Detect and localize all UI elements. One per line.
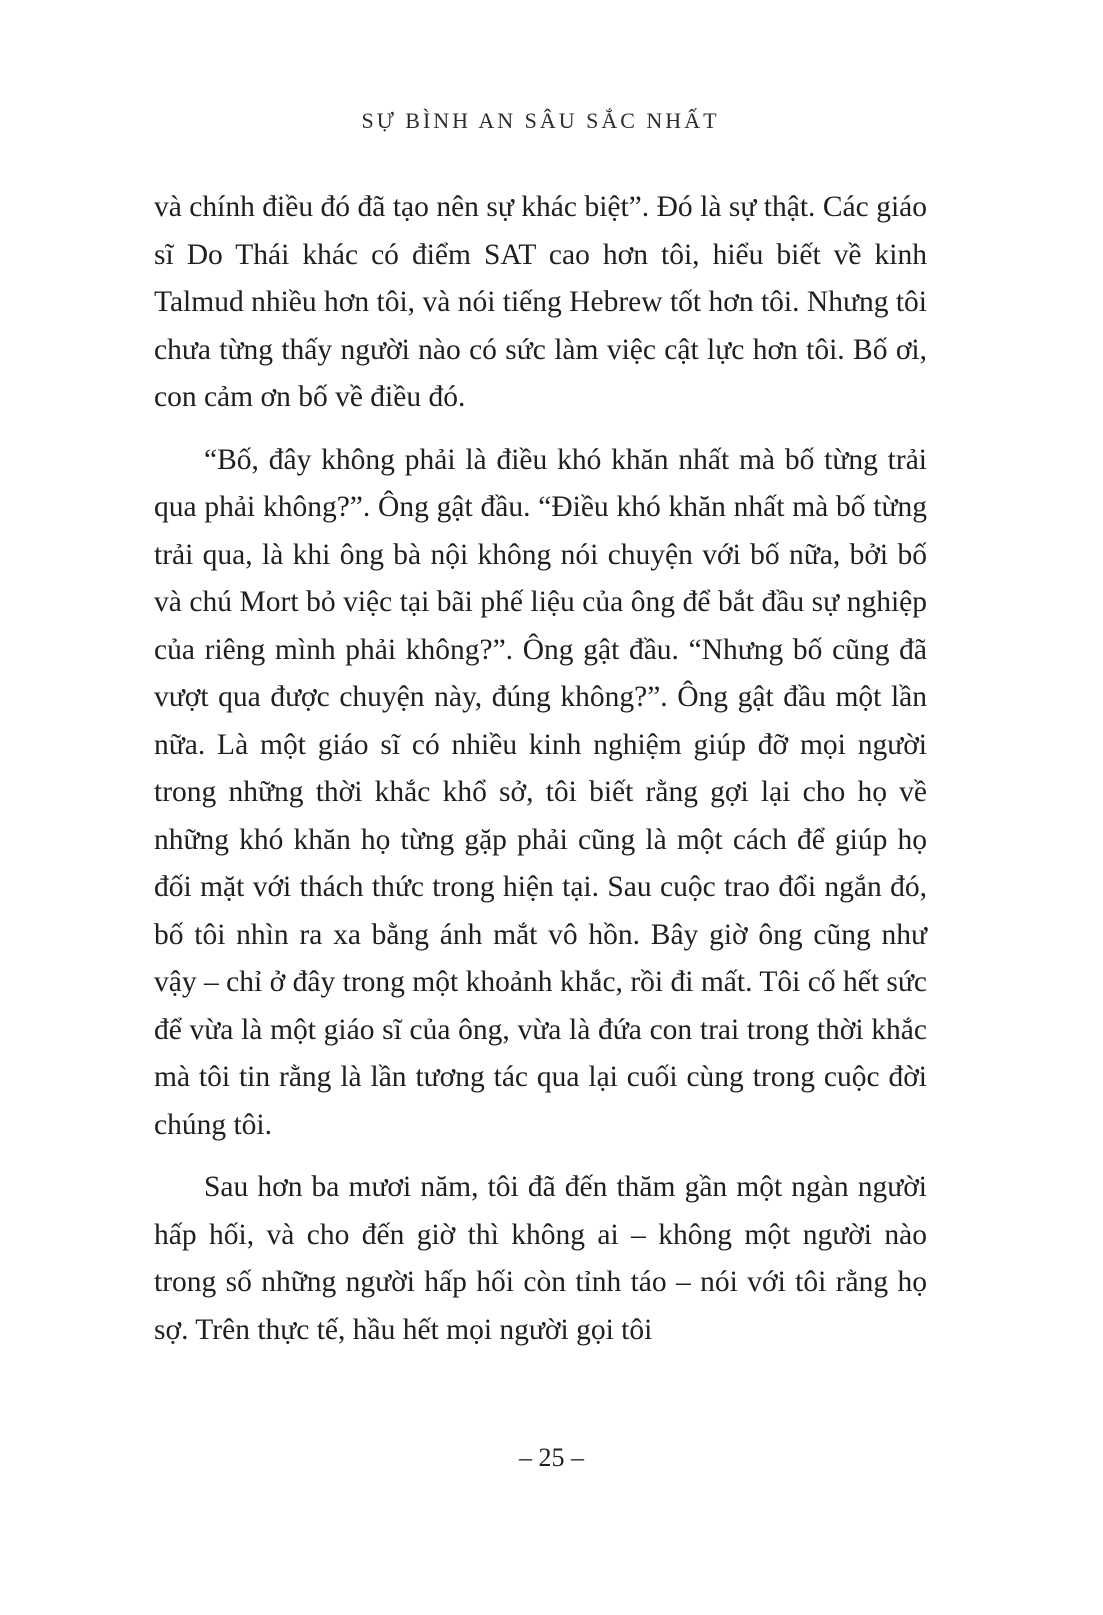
running-header: SỰ BÌNH AN SÂU SẮC NHẤT [361,108,720,133]
page-number: – 25 – [519,1443,584,1472]
page-body [154,184,927,1354]
paragraph: và chính điều đó đã tạo nên sự khác biệt”. Đó là sự thật. Các giáo sĩ Do Thái khác có điểm SAT cao hơn tôi, hiểu biết về kinh Talmud nhiều hơn tôi, và nói tiếng Hebrew tốt hơn tôi. Nhưng tôi chưa từng thấy người nào có sức làm việc cật lực hơn tôi. Bố ơi, con cảm ơn bố về điều đó. [154,191,927,413]
paragraph: Sau hơn ba mươi năm, tôi đã đến thăm gần một ngàn người hấp hối, và cho đến giờ thì không ai – không một người nào trong số những người hấp hối còn tỉnh táo – nói với tôi rằng họ sợ. Trên thực tế, hầu hết mọi người gọi tôi [154,1171,927,1346]
paragraph: “Bố, đây không phải là điều khó khăn nhất mà bố từng trải qua phải không?”. Ông gật đầu. “Điều khó khăn nhất mà bố từng trải qua, là khi ông bà nội không nói chuyện với bố nữa, bởi bố và chú Mort bỏ việc tại bãi phế liệu của ông để bắt đầu sự nghiệp của riêng mình phải không?”. Ông gật đầu. “Nhưng bố cũng đã vượt qua được chuyện này, đúng không?”. Ông gật đầu một lần nữa. Là một giáo sĩ có nhiều kinh nghiệm giúp đỡ mọi người trong những thời khắc khổ sở, tôi biết rằng gợi lại cho họ về những khó khăn họ từng gặp phải cũng là một cách để giúp họ đối mặt với thách thức trong hiện tại. Sau cuộc trao đổi ngắn đó, bố tôi nhìn ra xa bằng ánh mắt vô hồn. Bây giờ ông cũng như vậy – chỉ ở đây trong một khoảnh khắc, rồi đi mất. Tôi cố hết sức để vừa là một giáo sĩ của ông, vừa là đứa con trai trong thời khắc mà tôi tin rằng là lần tương tác qua lại cuối cùng trong cuộc đời chúng tôi. [154,443,927,1141]
